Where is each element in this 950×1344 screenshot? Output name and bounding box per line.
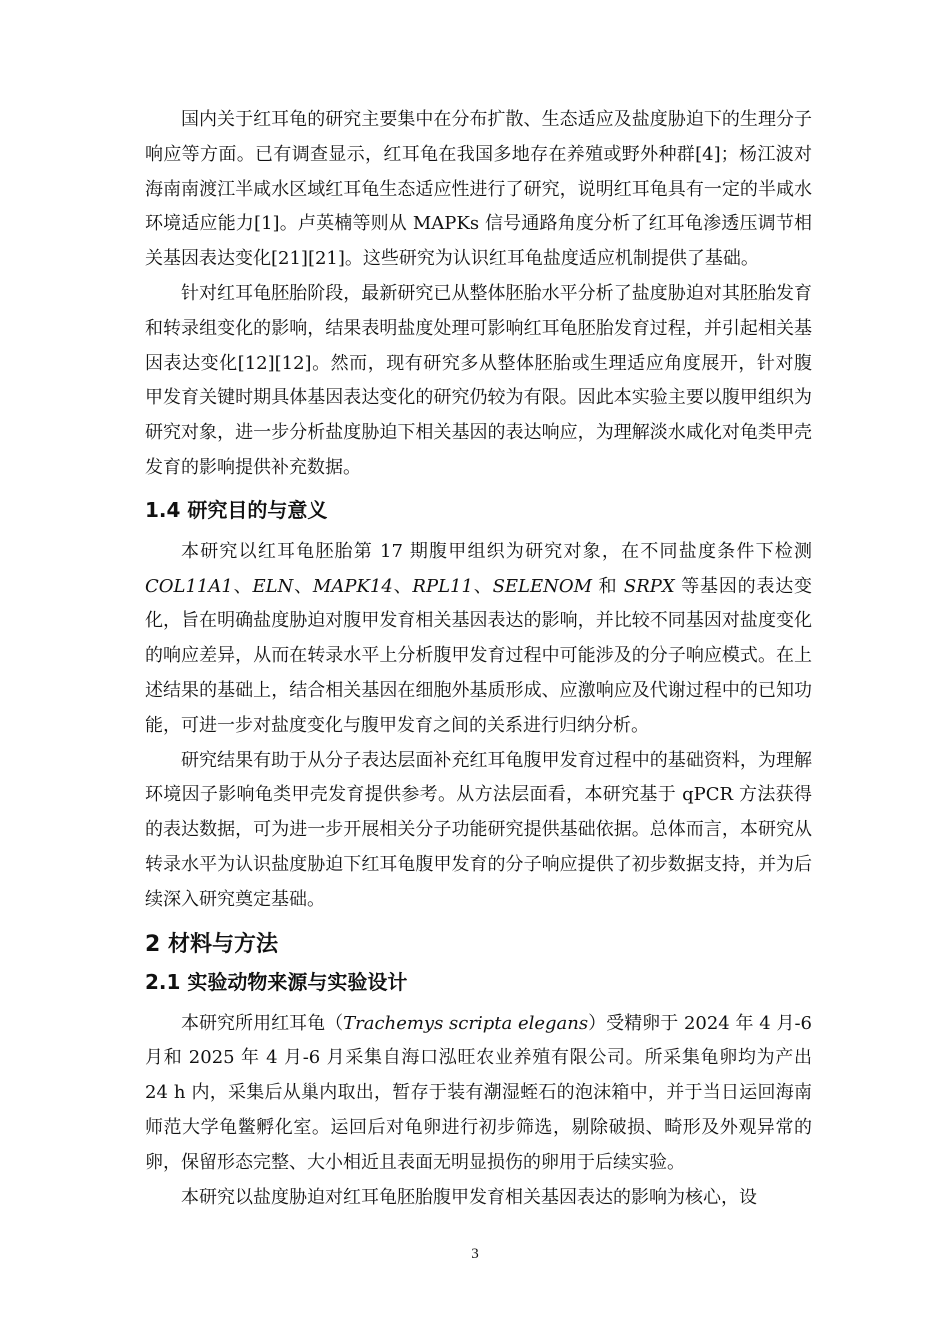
gene-name: COL11A1 xyxy=(145,575,233,597)
source-lead-text: 本研究所用红耳龟（ xyxy=(181,1012,344,1034)
paragraph-experiment-design: 本研究以盐度胁迫对红耳龟胚胎腹甲发育相关基因表达的影响为核心，设 xyxy=(181,1186,757,1208)
gene-conjunction: 和 xyxy=(592,575,624,597)
gene-name: ELN xyxy=(252,575,294,597)
source-tail-text: ）受精卵于 2024 年 4 月-6 月和 2025 年 4 月-6 月采集自海口泓旺农业养殖有限公司。所采集龟卵均为产出 24 h 内，采集后从巢内取出，暂存于装有潮湿蛭石的泡沫箱中，并于当日运回海南师范大学龟鳖孵化室。运回后对龟卵进行初步筛选，剔除破损、畸形及外观异常的卵，保留形态完整、大小相近且表面无明显损伤的卵用于后续实验。 xyxy=(145,1012,813,1173)
gene-name: MAPK14 xyxy=(312,575,393,597)
page-number: 3 xyxy=(471,1246,479,1262)
gene-separator: 、 xyxy=(293,575,313,597)
gene-name: SELENOM xyxy=(492,575,593,597)
paragraph-background-research: 国内关于红耳龟的研究主要集中在分布扩散、生态适应及盐度胁迫下的生理分子响应等方面。已有调查显示，红耳龟在我国多地存在养殖或野外种群[4]；杨江波对海南南渡江半咸水区域红耳龟生态适应性进行了研究，说明红耳龟具有一定的半咸水环境适应能力[1]。卢英楠等则从 MAPKs 信号通路角度分析了红耳龟渗透压调节相关基因表达变化[21][21]。这些研究为认识红耳龟盐度适应机制提供了基础。 xyxy=(145,109,812,270)
paragraph-embryo-research: 针对红耳龟胚胎阶段，最新研究已从整体胚胎水平分析了盐度胁迫对其胚胎发育和转录组变化的影响，结果表明盐度处理可影响红耳龟胚胎发育过程，并引起相关基因表达变化[12][12]。然而，现有研究多从整体胚胎或生理适应角度展开，针对腹甲发育关键时期具体基因表达变化的研究仍较为有限。因此本实验主要以腹甲组织为研究对象，进一步分析盐度胁迫下相关基因的表达响应，为理解淡水咸化对龟类甲壳发育的影响提供补充数据。 xyxy=(145,282,812,478)
section-heading-2-1: 2.1 实验动物来源与实验设计 xyxy=(145,969,408,994)
chapter-heading-2: 2 材料与方法 xyxy=(145,931,278,957)
gene-separator: 、 xyxy=(472,575,493,597)
section-heading-1-4: 1.4 研究目的与意义 xyxy=(145,497,328,522)
purpose-lead-text: 本研究以红耳龟胚胎第 17 期腹甲组织为研究对象，在不同盐度条件下检测 xyxy=(181,540,812,562)
gene-separator: 、 xyxy=(392,575,413,597)
paragraph-research-purpose xyxy=(145,535,812,744)
purpose-tail-text: 等基因的表达变化，旨在明确盐度胁迫对腹甲发育相关基因表达的影响，并比较不同基因对盐度变化的响应差异，从而在转录水平上分析腹甲发育过程中可能涉及的分子响应模式。在上述结果的基础上，结合相关基因在细胞外基质形成、应激响应及代谢过程中的已知功能，可进一步对盐度变化与腹甲发育之间的关系进行归纳分析。 xyxy=(145,575,813,736)
paragraph-animal-source xyxy=(145,1007,812,1181)
scientific-name: Trachemys scripta elegans xyxy=(343,1012,589,1034)
gene-separator: 、 xyxy=(232,575,253,597)
gene-name: SRPX xyxy=(623,575,675,597)
gene-name: RPL11 xyxy=(412,575,473,597)
paragraph-research-significance: 研究结果有助于从分子表达层面补充红耳龟腹甲发育过程中的基础资料，为理解环境因子影响龟类甲壳发育提供参考。从方法层面看，本研究基于 qPCR 方法获得的表达数据，可为进一步开展相关分子功能研究提供基础依据。总体而言，本研究从转录水平为认识盐度胁迫下红耳龟腹甲发育的分子响应提供了初步数据支持，并为后续深入研究奠定基础。 xyxy=(145,749,812,910)
